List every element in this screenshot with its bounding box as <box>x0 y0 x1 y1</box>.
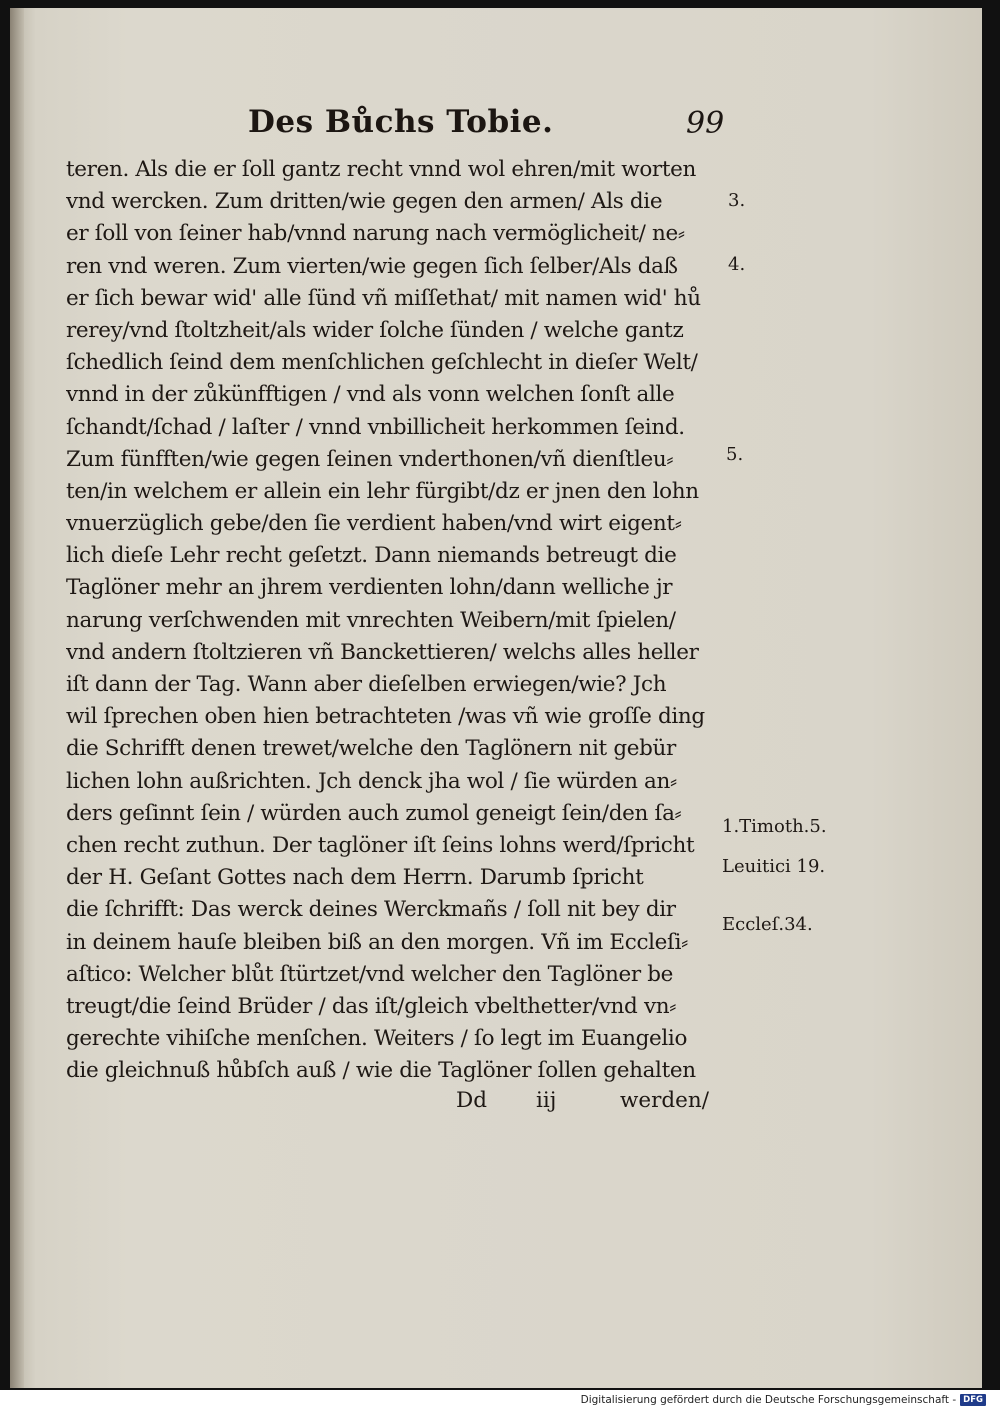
text-line: ſchandt/ſchad / laſter / vnnd vnbillicheit herkommen ſeind. <box>66 414 685 440</box>
margin-number-3: 3. <box>728 190 746 211</box>
dfg-logo-icon: DFG <box>960 1394 986 1406</box>
margin-note-leuitici: Leuitici 19. <box>722 856 826 877</box>
text-line: in deinem hauſe bleiben biß an den morgen. Vñ im Eccleſi⸗ <box>66 929 688 955</box>
body-text <box>66 154 732 1087</box>
text-line: der H. Geſant Gottes nach dem Herrn. Darumb ſpricht <box>66 865 644 891</box>
text-line: ren vnd weren. Zum vierten/wie gegen ſich ſelber/Als daß <box>66 253 678 279</box>
digitization-footer <box>581 1392 986 1408</box>
signature-mark: Dd <box>456 1088 488 1113</box>
text-line: er ſich bewar wid' alle ſünd vñ miſſethat/ mit namen wid' hů <box>66 285 701 311</box>
margin-number-4: 4. <box>728 254 746 275</box>
text-line: vnuerzüglich gebe/den ſie verdient haben/vnd wirt eigent⸗ <box>66 511 682 537</box>
signature-sheet: iij <box>536 1088 557 1113</box>
running-title: Des Bůchs Tobie. <box>248 104 554 140</box>
margin-note-eccles: Eccleſ.34. <box>722 914 813 935</box>
text-line: Taglöner mehr an jhrem verdienten lohn/dann welliche jr <box>66 575 673 601</box>
text-line: vnd wercken. Zum dritten/wie gegen den armen/ Als die <box>66 189 663 215</box>
text-line: die gleichnuß hůbſch auß / wie die Taglöner ſollen gehalten <box>66 1058 696 1084</box>
text-line: treugt/die ſeind Brüder / das iſt/gleich vbelthetter/vnd vn⸗ <box>66 993 677 1019</box>
text-line: lich dieſe Lehr recht geſetzt. Dann niemands betreugt die <box>66 543 677 569</box>
margin-note-timoth: 1.Timoth.5. <box>722 816 827 837</box>
text-line: rerey/vnd ſtoltzheit/als wider ſolche ſünden / welche gantz <box>66 317 684 343</box>
text-line: die Schrifft denen trewet/welche den Taglönern nit gebür <box>66 736 676 762</box>
text-line: ten/in welchem er allein ein lehr fürgibt/dz er jnen den lohn <box>66 478 699 504</box>
text-line: ſchedlich ſeind dem menſchlichen geſchlecht in dieſer Welt/ <box>66 350 698 376</box>
catchword: werden/ <box>620 1088 709 1113</box>
margin-number-5: 5. <box>726 444 744 465</box>
text-line: aſtico: Welcher blůt ſtürtzet/vnd welcher den Taglöner be <box>66 961 674 987</box>
text-line: chen recht zuthun. Der taglöner iſt ſeins lohns werd/ſpricht <box>66 832 695 858</box>
text-line: wil ſprechen oben hien betrachteten /was vñ wie groſſe ding <box>66 704 705 730</box>
text-line: narung verſchwenden mit vnrechten Weibern/mit ſpielen/ <box>66 607 676 633</box>
text-line: vnd andern ſtoltzieren vñ Banckettieren/ welchs alles heller <box>66 639 699 665</box>
text-line: ders geſinnt ſein / würden auch zumol geneigt ſein/den ſa⸗ <box>66 800 682 826</box>
text-line: gerechte vihiſche menſchen. Weiters / ſo legt im Euangelio <box>66 1026 688 1052</box>
text-line: die ſchrifft: Das werck deines Werckmañs / ſoll nit bey dir <box>66 897 676 923</box>
text-line: er ſoll von ſeiner hab/vnnd narung nach vermöglicheit/ ne⸗ <box>66 221 685 247</box>
page-header <box>10 104 982 144</box>
footer-credit: Digitalisierung gefördert durch die Deutsche Forschungsgemeinschaft - <box>580 1394 957 1406</box>
text-line: vnnd in der zůkünfftigen / vnd als vonn welchen ſonſt alle <box>66 382 675 408</box>
text-line: teren. Als die er ſoll gantz recht vnnd wol ehren/mit worten <box>66 157 696 182</box>
text-line: iſt dann der Tag. Wann aber dieſelben erwiegen/wie? Jch <box>66 672 667 697</box>
page-number: 99 <box>686 106 725 141</box>
book-page <box>10 8 982 1388</box>
text-line: lichen lohn außrichten. Jch denck jha wol / ſie würden an⸗ <box>66 768 677 794</box>
page-gutter-shadow <box>10 8 24 1388</box>
text-line: Zum fünfften/wie gegen ſeinen vnderthonen/vñ dienſtleu⸗ <box>66 446 674 472</box>
